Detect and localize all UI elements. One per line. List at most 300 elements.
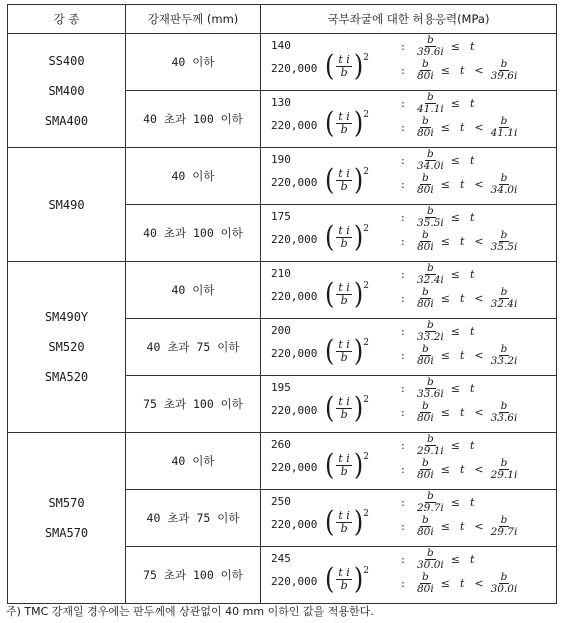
le-symbol: ≤ [440, 178, 450, 191]
colon: : [401, 496, 405, 509]
fraction-numerator: b [427, 490, 434, 502]
t-symbol: t [459, 235, 465, 248]
fraction [336, 396, 351, 421]
t-symbol: t [459, 349, 465, 362]
colon: : [401, 64, 405, 77]
condition-upper [415, 377, 479, 400]
colon: : [401, 406, 405, 419]
t-symbol: t [469, 439, 475, 452]
fraction [417, 116, 434, 139]
fraction-numerator: b [422, 229, 429, 241]
header-steel-grade: 강 종 [8, 5, 126, 34]
slenderness-expression [325, 108, 369, 138]
header-plate-thickness: 강재판두께 (mm) [126, 5, 261, 34]
fraction [491, 572, 518, 595]
stress-constant: 260 [271, 438, 291, 451]
t-symbol: t [459, 577, 465, 590]
fraction [417, 206, 444, 229]
plate-thickness-cell: 40 초과 75 이하 [126, 490, 261, 547]
steel-grade-cell [8, 34, 126, 148]
right-paren: ) [353, 277, 364, 311]
table-row [8, 34, 557, 91]
condition-lower [415, 59, 519, 82]
formula-cell [261, 148, 557, 205]
formula-cell [261, 490, 557, 547]
fraction [417, 230, 434, 253]
fraction [336, 225, 351, 250]
steel-grade-name: SM400 [48, 83, 85, 98]
slenderness-expression [325, 51, 369, 81]
fraction-denominator: 29.1i [417, 445, 444, 457]
fraction-numerator: t i [338, 337, 350, 351]
left-paren: ( [325, 505, 335, 539]
left-paren: ( [325, 49, 335, 83]
t-symbol: t [459, 463, 465, 476]
fraction-numerator: b [500, 172, 508, 184]
t-symbol: t [459, 64, 465, 77]
allowable-stress-table [7, 4, 557, 604]
t-symbol: t [459, 121, 465, 134]
le-symbol: ≤ [450, 553, 460, 566]
right-paren: ) [353, 334, 364, 368]
t-symbol: t [469, 97, 475, 110]
stress-coefficient: 220,000 [271, 119, 318, 132]
le-symbol: ≤ [450, 382, 460, 395]
fraction-numerator: b [427, 205, 434, 217]
fraction-numerator: b [500, 286, 508, 298]
t-symbol: t [469, 496, 475, 509]
colon: : [401, 553, 405, 566]
fraction-denominator: b [340, 407, 348, 421]
t-symbol: t [469, 268, 475, 281]
colon: : [401, 349, 405, 362]
exponent: 2 [363, 53, 369, 63]
condition-upper [415, 434, 479, 457]
formula-box [261, 148, 556, 204]
fraction-numerator: b [422, 115, 429, 127]
fraction [417, 320, 444, 343]
fraction [491, 458, 518, 481]
fraction-numerator: b [427, 148, 434, 160]
fraction-denominator: 80i [417, 184, 434, 196]
le-symbol: ≤ [450, 325, 460, 338]
slenderness-expression [325, 279, 369, 309]
formula-cell [261, 91, 557, 148]
le-symbol: ≤ [440, 64, 450, 77]
condition-lower [415, 287, 519, 310]
fraction-numerator: b [427, 319, 434, 331]
fraction-denominator: b [340, 350, 348, 364]
condition-lower [415, 116, 519, 139]
right-paren: ) [353, 505, 364, 539]
fraction-numerator: t i [338, 223, 350, 237]
condition-upper [415, 92, 479, 115]
steel-grade-name: SMA400 [44, 113, 89, 128]
fraction [417, 149, 444, 172]
condition-upper [415, 491, 479, 514]
colon: : [401, 211, 405, 224]
fraction-denominator: 39.6i [417, 46, 444, 58]
stress-coefficient: 220,000 [271, 404, 318, 417]
le-symbol: ≤ [440, 235, 450, 248]
fraction-numerator: b [500, 115, 508, 127]
fraction-numerator: b [500, 58, 508, 70]
fraction-numerator: b [500, 457, 508, 469]
t-symbol: t [459, 406, 465, 419]
condition-lower [415, 401, 519, 424]
fraction [417, 458, 434, 481]
formula-cell [261, 433, 557, 490]
le-symbol: ≤ [450, 496, 460, 509]
fraction-denominator: b [340, 122, 348, 136]
le-symbol: ≤ [450, 154, 460, 167]
condition-upper [415, 149, 479, 172]
condition-lower [415, 344, 519, 367]
fraction [491, 230, 518, 253]
steel-grade-name: SM490Y [44, 310, 89, 324]
t-symbol: t [459, 520, 465, 533]
fraction [336, 111, 351, 136]
fraction-denominator: 80i [417, 127, 434, 139]
fraction-denominator: 33.2i [417, 331, 444, 343]
colon: : [401, 292, 405, 305]
stress-coefficient: 220,000 [271, 290, 318, 303]
fraction-denominator: 33.6i [490, 412, 518, 424]
condition-upper [415, 320, 479, 343]
steel-grade-name: SMA520 [44, 370, 89, 384]
left-paren: ( [325, 277, 335, 311]
slenderness-expression [325, 564, 369, 594]
slenderness-expression [325, 450, 369, 480]
slenderness-expression [325, 165, 369, 195]
fraction-numerator: b [500, 400, 508, 412]
formula-box [261, 34, 556, 90]
formula-box [261, 547, 556, 603]
exponent: 2 [363, 452, 369, 462]
fraction-denominator: 33.2i [490, 355, 518, 367]
colon: : [401, 577, 405, 590]
stress-coefficient: 220,000 [271, 461, 318, 474]
fraction [336, 168, 351, 193]
steel-grade-cell [8, 433, 126, 604]
colon: : [401, 40, 405, 53]
fraction [417, 35, 444, 58]
steel-grade-name: SMA570 [44, 526, 89, 540]
fraction-numerator: b [500, 571, 508, 583]
stress-constant: 250 [271, 495, 291, 508]
condition-upper [415, 206, 479, 229]
fraction [417, 344, 434, 367]
right-paren: ) [353, 391, 364, 425]
fraction-denominator: b [340, 464, 348, 478]
stress-coefficient: 220,000 [271, 575, 318, 588]
left-paren: ( [325, 220, 335, 254]
fraction [491, 515, 518, 538]
lt-symbol: < [474, 64, 484, 77]
fraction [336, 282, 351, 307]
formula-box [261, 319, 556, 375]
right-paren: ) [353, 448, 364, 482]
exponent: 2 [363, 224, 369, 234]
lt-symbol: < [474, 235, 484, 248]
lt-symbol: < [474, 577, 484, 590]
fraction-denominator: 80i [417, 412, 434, 424]
fraction-denominator: 35.5i [417, 217, 444, 229]
table-row [8, 148, 557, 205]
fraction [417, 287, 434, 310]
lt-symbol: < [474, 406, 484, 419]
fraction [417, 173, 434, 196]
le-symbol: ≤ [440, 121, 450, 134]
fraction [491, 59, 518, 82]
formula-box [261, 262, 556, 318]
fraction-numerator: b [422, 457, 429, 469]
fraction-numerator: t i [338, 280, 350, 294]
fraction-denominator: b [340, 293, 348, 307]
plate-thickness-cell: 40 이하 [126, 433, 261, 490]
fraction-denominator: 80i [417, 241, 434, 253]
fraction [491, 401, 518, 424]
stress-constant: 210 [271, 267, 291, 280]
fraction-numerator: t i [338, 394, 350, 408]
fraction [491, 287, 518, 310]
t-symbol: t [469, 553, 475, 566]
lt-symbol: < [474, 520, 484, 533]
steel-grade-cell [8, 148, 126, 262]
plate-thickness-cell: 40 초과 100 이하 [126, 205, 261, 262]
fraction [336, 567, 351, 592]
lt-symbol: < [474, 463, 484, 476]
stress-coefficient: 220,000 [271, 233, 318, 246]
lt-symbol: < [474, 292, 484, 305]
fraction-numerator: b [500, 514, 508, 526]
stress-coefficient: 220,000 [271, 62, 318, 75]
fraction-denominator: b [340, 65, 348, 79]
fraction-denominator: b [340, 236, 348, 250]
fraction [336, 339, 351, 364]
fraction-denominator: 39.6i [490, 70, 518, 82]
plate-thickness-cell: 40 초과 75 이하 [126, 319, 261, 376]
left-paren: ( [325, 163, 335, 197]
stress-constant: 130 [271, 96, 291, 109]
fraction [417, 548, 444, 571]
fraction-numerator: b [422, 286, 429, 298]
header-row [8, 5, 557, 34]
fraction-denominator: 80i [417, 70, 434, 82]
fraction-denominator: 80i [417, 298, 434, 310]
condition-lower [415, 458, 519, 481]
table-row [8, 262, 557, 319]
fraction-numerator: b [427, 433, 434, 445]
fraction-numerator: t i [338, 508, 350, 522]
t-symbol: t [469, 40, 475, 53]
fraction [417, 59, 434, 82]
fraction [491, 116, 518, 139]
stress-coefficient: 220,000 [271, 518, 318, 531]
condition-lower [415, 173, 519, 196]
left-paren: ( [325, 562, 335, 596]
fraction-denominator: 30.0i [490, 583, 518, 595]
colon: : [401, 121, 405, 134]
fraction-denominator: b [340, 578, 348, 592]
fraction-denominator: 80i [417, 526, 434, 538]
fraction-denominator: 33.6i [417, 388, 444, 400]
fraction-numerator: b [500, 229, 508, 241]
fraction-denominator: 29.1i [490, 469, 518, 481]
formula-cell [261, 34, 557, 91]
lt-symbol: < [474, 349, 484, 362]
le-symbol: ≤ [450, 40, 460, 53]
le-symbol: ≤ [440, 520, 450, 533]
fraction-numerator: b [500, 343, 508, 355]
header-allowable-stress: 국부좌굴에 대한 허용응력(MPa) [261, 5, 557, 34]
fraction-numerator: t i [338, 451, 350, 465]
fraction [417, 515, 434, 538]
condition-lower [415, 572, 519, 595]
formula-box [261, 91, 556, 147]
colon: : [401, 178, 405, 191]
le-symbol: ≤ [440, 577, 450, 590]
slenderness-expression [325, 507, 369, 537]
t-symbol: t [459, 178, 465, 191]
fraction [417, 572, 434, 595]
steel-grade-name: SM490 [48, 197, 85, 212]
fraction [336, 54, 351, 79]
fraction-numerator: b [427, 547, 434, 559]
fraction-numerator: b [422, 172, 429, 184]
right-paren: ) [353, 106, 364, 140]
stress-constant: 190 [271, 153, 291, 166]
formula-cell [261, 205, 557, 262]
fraction-denominator: 34.0i [417, 160, 444, 172]
table-row [8, 433, 557, 490]
fraction [417, 263, 444, 286]
formula-cell [261, 319, 557, 376]
colon: : [401, 463, 405, 476]
condition-upper [415, 35, 479, 58]
t-symbol: t [469, 325, 475, 338]
exponent: 2 [363, 110, 369, 120]
fraction-numerator: t i [338, 52, 350, 66]
exponent: 2 [363, 509, 369, 519]
fraction [336, 453, 351, 478]
fraction-numerator: b [422, 571, 429, 583]
exponent: 2 [363, 167, 369, 177]
fraction-numerator: b [427, 91, 434, 103]
fraction-denominator: 32.4i [490, 298, 518, 310]
t-symbol: t [469, 382, 475, 395]
right-paren: ) [353, 562, 364, 596]
le-symbol: ≤ [450, 439, 460, 452]
exponent: 2 [363, 338, 369, 348]
fraction-denominator: 41.1i [490, 127, 518, 139]
exponent: 2 [363, 395, 369, 405]
colon: : [401, 520, 405, 533]
stress-constant: 200 [271, 324, 291, 337]
fraction [417, 92, 444, 115]
fraction-numerator: b [422, 343, 429, 355]
plate-thickness-cell: 40 이하 [126, 148, 261, 205]
formula-box [261, 433, 556, 489]
plate-thickness-cell: 40 초과 100 이하 [126, 91, 261, 148]
t-symbol: t [459, 292, 465, 305]
fraction-numerator: t i [338, 166, 350, 180]
fraction [417, 434, 444, 457]
fraction [417, 377, 444, 400]
fraction-denominator: b [340, 179, 348, 193]
table-body [8, 34, 557, 604]
formula-cell [261, 376, 557, 433]
fraction-numerator: b [427, 376, 434, 388]
slenderness-expression [325, 336, 369, 366]
left-paren: ( [325, 391, 335, 425]
fraction-denominator: 29.7i [490, 526, 518, 538]
fraction [417, 491, 444, 514]
condition-lower [415, 230, 519, 253]
fraction-denominator: 41.1i [417, 103, 444, 115]
left-paren: ( [325, 334, 335, 368]
right-paren: ) [353, 49, 364, 83]
fraction-denominator: 32.4i [417, 274, 444, 286]
le-symbol: ≤ [440, 406, 450, 419]
formula-cell [261, 547, 557, 604]
fraction-denominator: b [340, 521, 348, 535]
slenderness-expression [325, 222, 369, 252]
le-symbol: ≤ [440, 349, 450, 362]
fraction-numerator: t i [338, 565, 350, 579]
plate-thickness-cell: 40 이하 [126, 262, 261, 319]
fraction-denominator: 80i [417, 469, 434, 481]
footnote: 주) TMC 강재일 경우에는 판두께에 상관없이 40 mm 이하인 값을 적용한다. [6, 605, 374, 618]
colon: : [401, 235, 405, 248]
plate-thickness-cell: 40 이하 [126, 34, 261, 91]
stress-coefficient: 220,000 [271, 176, 318, 189]
formula-cell [261, 262, 557, 319]
fraction-denominator: 80i [417, 355, 434, 367]
stress-constant: 245 [271, 552, 291, 565]
le-symbol: ≤ [450, 268, 460, 281]
slenderness-expression [325, 393, 369, 423]
right-paren: ) [353, 220, 364, 254]
fraction [336, 510, 351, 535]
formula-box [261, 490, 556, 546]
colon: : [401, 268, 405, 281]
t-symbol: t [469, 211, 475, 224]
fraction-denominator: 34.0i [490, 184, 518, 196]
colon: : [401, 154, 405, 167]
colon: : [401, 439, 405, 452]
fraction-denominator: 35.5i [490, 241, 518, 253]
left-paren: ( [325, 448, 335, 482]
t-symbol: t [469, 154, 475, 167]
fraction-denominator: 80i [417, 583, 434, 595]
stress-constant: 175 [271, 210, 291, 223]
steel-grade-cell [8, 262, 126, 433]
stress-coefficient: 220,000 [271, 347, 318, 360]
fraction-numerator: b [422, 58, 429, 70]
formula-box [261, 376, 556, 432]
steel-grade-name: SM520 [48, 340, 85, 354]
plate-thickness-cell: 75 초과 100 이하 [126, 376, 261, 433]
stress-constant: 195 [271, 381, 291, 394]
exponent: 2 [363, 281, 369, 291]
fraction [491, 344, 518, 367]
le-symbol: ≤ [440, 463, 450, 476]
le-symbol: ≤ [440, 292, 450, 305]
left-paren: ( [325, 106, 335, 140]
lt-symbol: < [474, 121, 484, 134]
le-symbol: ≤ [450, 97, 460, 110]
